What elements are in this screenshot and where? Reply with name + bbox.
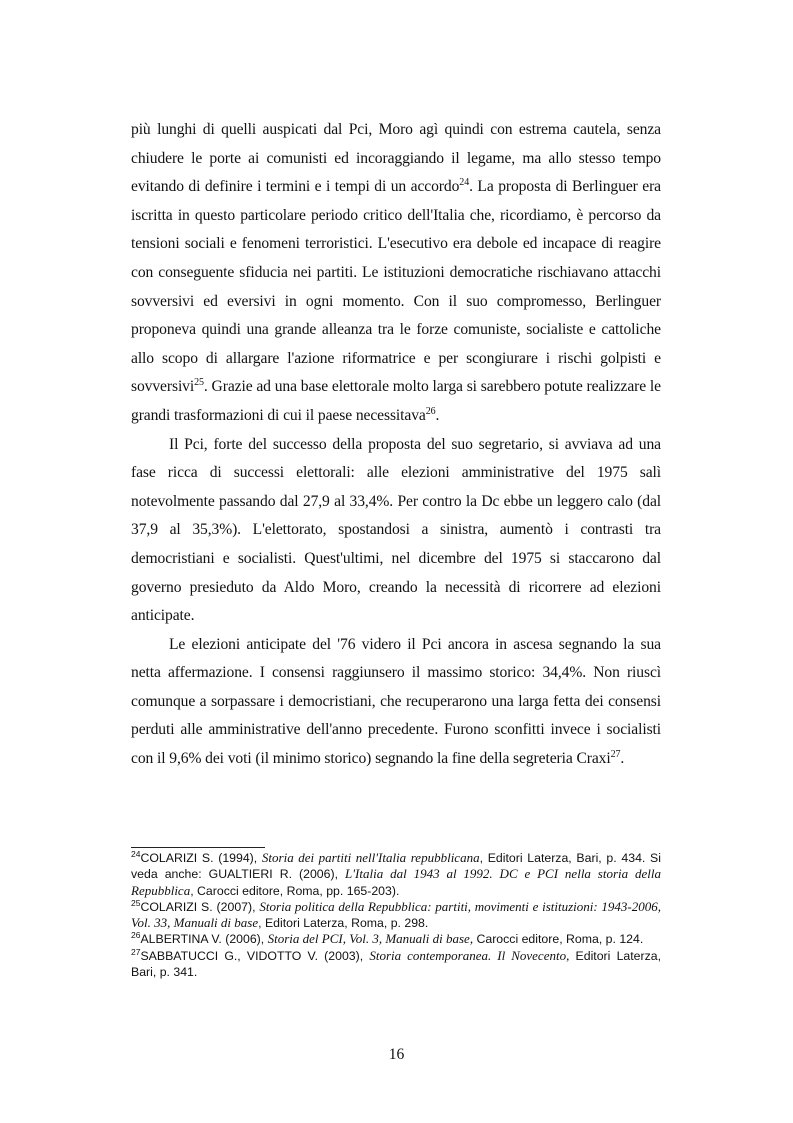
footnote-ref-27[interactable]: 27 xyxy=(610,748,621,760)
footnote-ref-26[interactable]: 26 xyxy=(425,405,436,417)
footnote-26: $^{26}$ALBERTINA V. (2006), Storia del PCI, Vol. 3, Manuali di base, Carocci editore, Roma, p. 124. xyxy=(131,930,644,947)
footnotes xyxy=(131,850,661,980)
footnote-ref-25[interactable]: 25 xyxy=(194,377,204,389)
paragraph-2: Il Pci, forte del successo della proposta del suo segretario, si avviava ad una fase ricca di successi elettorali: alle elezioni amministrative del 1975 salì notevolmente passando dal 27,9 al 33,4%. Per contro la Dc ebbe un leggero calo (dal 37,9 al 35,3%). L'elettorato, spostandosi a sinistra, aumentò i contrasti tra democristiani e socialisti. Quest'ultimi, nel dicembre del 1975 si staccarono dal governo presieduto da Aldo Moro, creando la necessità di ricorrere ad elezioni anticipate. xyxy=(131,435,661,625)
body-text xyxy=(131,116,661,774)
paragraph-3: Le elezioni anticipate del '76 videro il Pci ancora in ascesa segnando la sua netta affermazione. I consensi raggiunsero il massimo storico: 34,4%. Non riuscì comunque a sorpassare i democristiani, che recuperarono una larga fetta dei consensi perduti alle amministrative dell'anno precedente. Furono sconfitti invece i socialisti con il 9,6% dei voti (il minimo storico) segnando la fine della segreteria Craxi$^{27}$. xyxy=(131,635,661,768)
footnote-25: $^{25}$COLARIZI S. (2007), Storia politica della Repubblica: partiti, movimenti e istituzioni: 1943-2006, Vol. 33, Manuali di base, Editori Laterza, Roma, p. 298. xyxy=(131,897,662,931)
footnote-ref-24[interactable]: 24 xyxy=(459,177,470,188)
footnote-separator xyxy=(131,847,265,848)
footnote-24: $^{24}$COLARIZI S. (1994), Storia dei partiti nell'Italia repubblicana, Editori Laterza, Bari, p. 434. Si veda anche: GUALTIERI R. (2006), L'Italia dal 1943 al 1992. DC e PCI nella storia della Repubblica, Carocci editore, Roma, pp. 165-203). xyxy=(131,848,662,898)
paragraph-1: più lunghi di quelli auspicati dal Pci, Moro agì quindi con estrema cautela, senza chiudere le porte ai comunisti ed incoraggiando il legame, ma allo stesso tempo evitando di definire i termini e i tempi di un accordo$^{24}$. La proposta di Berlinguer era iscritta in questo particolare periodo critico dell'Italia che, ricordiamo, è percorso da tensioni sociali e fenomeni terroristici. L'esecutivo era debole ed incapace di reagire con conseguente sfiducia nei partiti. Le istituzioni democratiche rischiavano attacchi sovversivi ed eversivi in ogni momento. Con il suo compromesso, Berlinguer proponeva quindi una grande alleanza tra le forze comuniste, socialiste e cattoliche allo scopo di allargare l'azione riformatrice e per scongiurare i rischi golpisti e sovversivi$^{25}$. Grazie ad una base elettorale molto larga si sarebbero potute realizzare le grandi trasformazioni di cui il paese necessitava$^{26}$. xyxy=(131,121,661,424)
footnote-27: $^{27}$SABBATUCCI G., VIDOTTO V. (2003), Storia contemporanea. Il Novecento, Editori Laterza, Bari, p. 341. xyxy=(131,946,661,980)
page-number: 16 xyxy=(388,1046,405,1063)
